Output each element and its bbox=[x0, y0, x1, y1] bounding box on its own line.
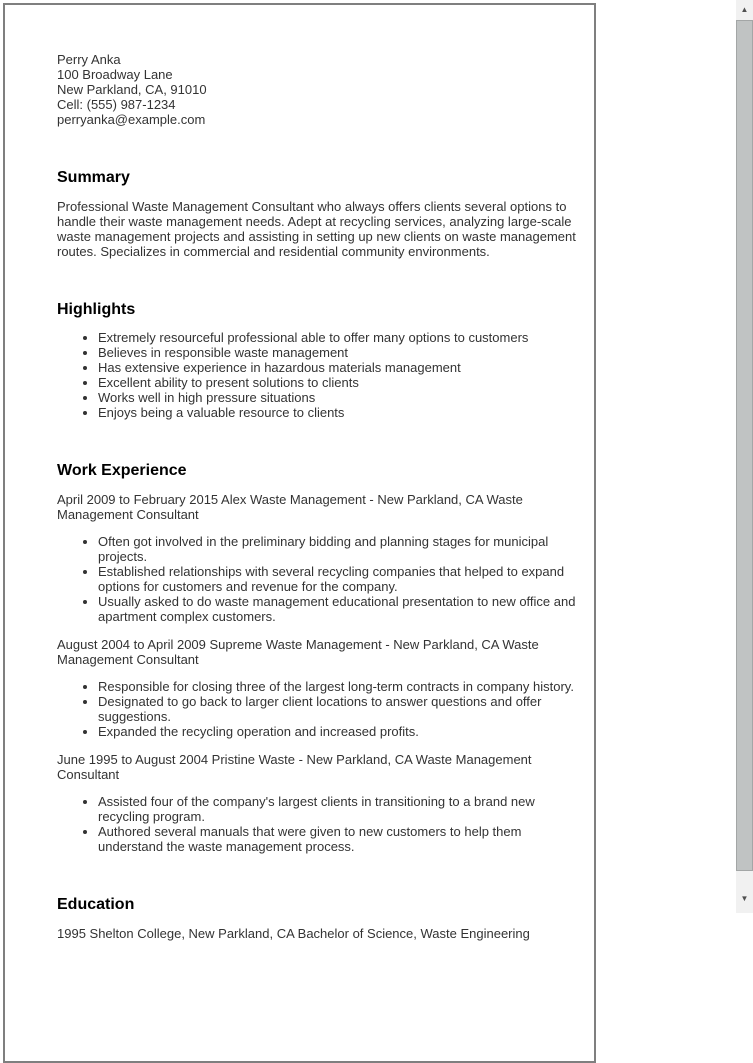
arrow-down-icon: ▼ bbox=[740, 894, 749, 903]
education-text: 1995 Shelton College, New Parkland, CA Bachelor of Science, Waste Engineering bbox=[57, 926, 530, 941]
vertical-scrollbar[interactable] bbox=[736, 0, 753, 913]
section-heading-summary: Summary bbox=[57, 169, 130, 186]
job-bullet: • Expanded the recycling operation and increased profits. bbox=[98, 724, 585, 739]
highlight-item: • Excellent ability to present solutions to clients bbox=[98, 375, 585, 390]
job-bullet: • Responsible for closing three of the largest long-term contracts in company history. bbox=[98, 679, 585, 694]
job-title: August 2004 to April 2009 Supreme Waste Management - New Parkland, CA Waste Management Consultant bbox=[57, 637, 539, 667]
resume-page bbox=[3, 3, 596, 1063]
arrow-up-icon: ▲ bbox=[740, 5, 749, 14]
job-title: April 2009 to February 2015 Alex Waste Management - New Parkland, CA Waste Management Consultant bbox=[57, 492, 523, 522]
job-bullet-list bbox=[57, 679, 585, 739]
highlight-item: • Extremely resourceful professional able to offer many options to customers bbox=[98, 330, 585, 345]
contact-address-line2: New Parkland, CA, 91010 bbox=[57, 82, 207, 97]
highlight-item: • Enjoys being a valuable resource to clients bbox=[98, 405, 585, 420]
contact-email: perryanka@example.com bbox=[57, 112, 206, 127]
job-bullet: • Designated to go back to larger client locations to answer questions and offer suggestions. bbox=[98, 694, 585, 724]
job-bullet: • Often got involved in the preliminary bidding and planning stages for municipal projects. bbox=[98, 534, 585, 564]
summary-text: Professional Waste Management Consultant who always offers clients several options to handle their waste management needs. Adept at recycling services, analyzing large-scale waste management projects and assisting in setting up new clients on waste management routes. Specializes in commercial and residential community environments. bbox=[57, 199, 576, 259]
highlight-item: • Works well in high pressure situations bbox=[98, 390, 585, 405]
job-bullet: • Established relationships with several recycling companies that helped to expand options for customers and revenue for the company. bbox=[98, 564, 585, 594]
contact-address-line1: 100 Broadway Lane bbox=[57, 67, 173, 82]
highlight-item: • Has extensive experience in hazardous materials management bbox=[98, 360, 585, 375]
highlights-list bbox=[57, 330, 585, 420]
highlight-item: • Believes in responsible waste management bbox=[98, 345, 585, 360]
section-heading-work-experience: Work Experience bbox=[57, 462, 187, 479]
scroll-down-button[interactable] bbox=[736, 889, 753, 908]
section-heading-education: Education bbox=[57, 896, 135, 913]
contact-block bbox=[57, 52, 585, 127]
job-title: June 1995 to August 2004 Pristine Waste - New Parkland, CA Waste Management Consultant bbox=[57, 752, 532, 782]
section-heading-highlights: Highlights bbox=[57, 301, 136, 318]
job-bullet-list bbox=[57, 534, 585, 624]
scroll-up-button[interactable] bbox=[736, 0, 753, 19]
job-bullet: • Assisted four of the company's largest clients in transitioning to a brand new recycling program. bbox=[98, 794, 585, 824]
job-bullet-list bbox=[57, 794, 585, 854]
contact-name: Perry Anka bbox=[57, 52, 121, 67]
scrollbar-thumb[interactable] bbox=[736, 20, 753, 871]
contact-phone: Cell: (555) 987-1234 bbox=[57, 97, 176, 112]
job-bullet: • Usually asked to do waste management educational presentation to new office and apartment complex customers. bbox=[98, 594, 585, 624]
resume-content bbox=[5, 5, 594, 941]
job-bullet: • Authored several manuals that were given to new customers to help them understand the waste management process. bbox=[98, 824, 585, 854]
